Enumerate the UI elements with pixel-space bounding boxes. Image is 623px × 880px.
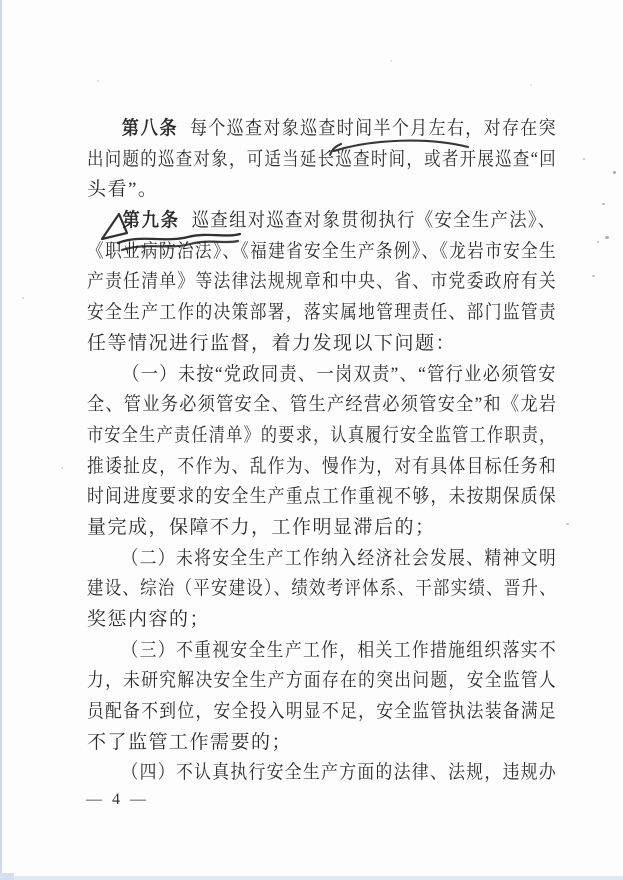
text-line bbox=[87, 175, 557, 206]
text-run: 任等情况进行监督，着力发现以下问题： bbox=[87, 332, 457, 354]
text-run: 奖惩内容的； bbox=[87, 609, 211, 630]
text-run: 全、管业务必须管安全、管生产经营必须管安全”和《龙岩 bbox=[87, 394, 558, 416]
text-line-article-9 bbox=[87, 206, 557, 237]
text-run: 头看”。 bbox=[87, 179, 159, 201]
scan-speckle bbox=[22, 297, 24, 299]
scan-speckle bbox=[97, 80, 99, 82]
text-run: 建设、综治（平安建设）、绩效考评体系、干部实绩、晋升、 bbox=[87, 578, 558, 600]
text-run: 市安全生产责任清单》的要求，认真履行安全监管工作职责， bbox=[87, 424, 557, 446]
text-run: 每个巡查对象巡查时间半个月左右，对存在突 bbox=[189, 118, 558, 139]
text-line-item-3 bbox=[87, 636, 558, 667]
text-line bbox=[87, 605, 557, 636]
text-run: 出问题的巡查对象，可适当延长巡查时间，或者开展巡查“回 bbox=[87, 148, 557, 170]
text-line bbox=[87, 237, 558, 268]
document-body bbox=[87, 114, 557, 789]
text-run: 安全生产工作的决策部署，落实属地管理责任、部门监管责 bbox=[87, 302, 558, 324]
text-line bbox=[87, 574, 558, 605]
text-line-item-2 bbox=[87, 544, 558, 575]
text-run: 力，未研究解决安全生产方面存在的突出问题，安全监管人 bbox=[87, 670, 558, 692]
text-line-article-8 bbox=[87, 114, 558, 145]
page-number: — 4 — bbox=[86, 791, 149, 808]
scan-speckle bbox=[530, 84, 532, 86]
text-line bbox=[87, 421, 557, 452]
text-run: （三）不重视安全生产工作，相关工作措施组织落实不 bbox=[121, 639, 558, 661]
scan-edge-corner bbox=[0, 873, 14, 880]
text-run: 不了监管工作需要的； bbox=[87, 731, 293, 753]
text-run: （一）未按“党政同责、一岗双责”、“管行业必须管安 bbox=[122, 363, 557, 385]
text-run: 产责任清单》等法律法规规章和中央、省、市党委政府有关 bbox=[87, 271, 558, 293]
text-line bbox=[87, 267, 558, 298]
scan-speckle bbox=[566, 523, 569, 525]
text-line bbox=[87, 329, 557, 360]
text-run: （四）不认真执行安全生产方面的法律、法规，违规办 bbox=[121, 762, 558, 784]
text-line bbox=[87, 513, 557, 544]
scan-speckle bbox=[583, 158, 585, 160]
article-8-term: 第八条 bbox=[121, 118, 179, 139]
text-run: （二）未将安全生产工作纳入经济社会发展、精神文明 bbox=[121, 547, 558, 569]
text-run: 《职业病防治法》、《福建省安全生产条例》、《龙岩市安全生 bbox=[87, 240, 558, 262]
text-line bbox=[87, 452, 558, 483]
text-run: 巡查组对巡查对象贯彻执行《安全生产法》、 bbox=[191, 210, 557, 232]
text-line bbox=[87, 697, 558, 728]
scan-speckle bbox=[613, 171, 616, 174]
article-9-term: 第九条 bbox=[122, 210, 180, 232]
scan-speckle bbox=[592, 275, 595, 277]
scan-speckle bbox=[605, 236, 609, 239]
text-run: 时间进度要求的安全生产重点工作重视不够，未按期保质保 bbox=[87, 486, 558, 508]
scan-speckle bbox=[390, 60, 392, 62]
scan-speckle bbox=[597, 241, 599, 243]
text-line bbox=[87, 666, 558, 697]
scan-edge-bottom bbox=[0, 876, 623, 880]
text-run: 员配备不到位，安全投入明显不足，安全监管执法装备满足 bbox=[87, 701, 558, 723]
text-run: 量完成，保障不力，工作明显滞后的； bbox=[87, 516, 436, 538]
text-line bbox=[87, 728, 557, 759]
text-line bbox=[87, 482, 558, 513]
scan-speckle bbox=[61, 467, 63, 469]
text-line bbox=[87, 145, 557, 176]
scan-edge-left bbox=[0, 0, 2, 880]
text-run: 推诿扯皮，不作为、乱作为、慢作为，对有具体目标任务和 bbox=[87, 455, 558, 477]
scan-speckle bbox=[602, 203, 605, 205]
text-line bbox=[87, 390, 558, 421]
text-line-item-4 bbox=[87, 758, 558, 789]
text-line-item-1 bbox=[87, 360, 557, 391]
text-line bbox=[87, 298, 558, 329]
